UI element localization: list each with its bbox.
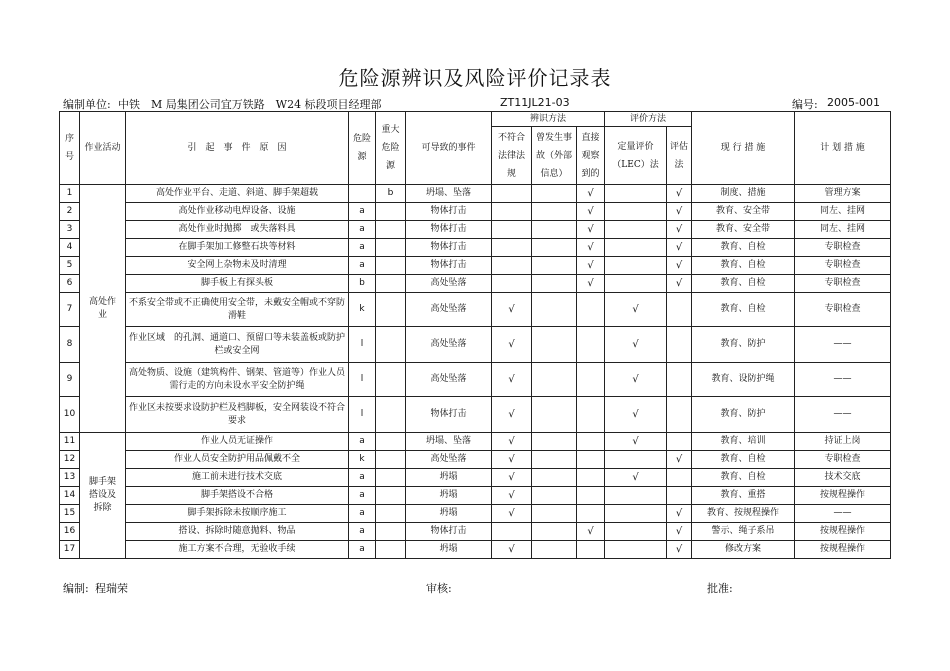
cell-measure: 教育、自检 — [692, 239, 795, 257]
cell-cause: 脚手板上有探头板 — [126, 275, 349, 293]
col-hazard: 危险源 — [349, 112, 376, 185]
cell-event: 物体打击 — [406, 239, 492, 257]
cell-hazard: a — [349, 505, 376, 523]
cell-plan: 同左、挂网 — [795, 221, 891, 239]
cell-c5: √ — [667, 523, 692, 541]
cell-measure: 教育、自检 — [692, 451, 795, 469]
cell-major — [376, 397, 406, 433]
cell-event: 坍塌、坠落 — [406, 433, 492, 451]
cell-c3 — [577, 293, 605, 327]
cell-no: 11 — [60, 433, 80, 451]
cell-c4 — [605, 257, 667, 275]
cell-major: b — [376, 185, 406, 203]
table-row — [60, 185, 891, 203]
cell-no: 4 — [60, 239, 80, 257]
cell-hazard: b — [349, 275, 376, 293]
cell-event: 高处坠落 — [406, 275, 492, 293]
cell-no: 1 — [60, 185, 80, 203]
number-value: 2005-001 — [827, 96, 880, 109]
cell-hazard: a — [349, 523, 376, 541]
cell-c3: √ — [577, 523, 605, 541]
cell-cause: 脚手架拆除未按顺序施工 — [126, 505, 349, 523]
cell-c2 — [532, 523, 577, 541]
cell-hazard: k — [349, 451, 376, 469]
cell-event: 物体打击 — [406, 523, 492, 541]
cell-plan: 专职检查 — [795, 293, 891, 327]
col-identify-observed: 直接观察到的 — [577, 127, 605, 185]
cell-plan: 管理方案 — [795, 185, 891, 203]
col-cause: 引 起 事 件 原 因 — [126, 112, 349, 185]
table-row — [60, 433, 891, 451]
cell-c5 — [667, 397, 692, 433]
cell-major — [376, 451, 406, 469]
cell-plan: 按规程操作 — [795, 541, 891, 559]
cell-event: 高处坠落 — [406, 327, 492, 363]
cell-c1 — [492, 257, 532, 275]
col-identify-law: 不符合法律法规 — [492, 127, 532, 185]
cell-cause: 施工前未进行技术交底 — [126, 469, 349, 487]
cell-no: 6 — [60, 275, 80, 293]
col-measures: 现 行 措 施 — [692, 112, 795, 185]
cell-measure: 教育、自检 — [692, 469, 795, 487]
cell-event: 物体打击 — [406, 397, 492, 433]
cell-c2 — [532, 397, 577, 433]
cell-c3 — [577, 541, 605, 559]
cell-c2 — [532, 221, 577, 239]
col-activity: 作业活动 — [80, 112, 126, 185]
cell-plan: 持证上岗 — [795, 433, 891, 451]
activity-group-cell: 脚手架搭设及拆除 — [80, 433, 126, 559]
cell-no: 13 — [60, 469, 80, 487]
cell-c5: √ — [667, 505, 692, 523]
cell-major — [376, 257, 406, 275]
cell-c3 — [577, 469, 605, 487]
cell-c3 — [577, 397, 605, 433]
cell-c5 — [667, 327, 692, 363]
cell-c2 — [532, 541, 577, 559]
cell-hazard: a — [349, 541, 376, 559]
cell-measure: 教育、自检 — [692, 293, 795, 327]
cell-no: 14 — [60, 487, 80, 505]
cell-measure: 教育、安全带 — [692, 203, 795, 221]
cell-no: 7 — [60, 293, 80, 327]
cell-c5 — [667, 487, 692, 505]
cell-no: 2 — [60, 203, 80, 221]
cell-c4 — [605, 221, 667, 239]
cell-major — [376, 363, 406, 397]
cell-hazard: a — [349, 203, 376, 221]
cell-c5 — [667, 433, 692, 451]
cell-c5: √ — [667, 451, 692, 469]
col-identify-group: 辨识方法 — [492, 112, 605, 127]
cell-c5: √ — [667, 239, 692, 257]
cell-measure: 教育、设防护绳 — [692, 363, 795, 397]
cell-major — [376, 221, 406, 239]
cell-c3: √ — [577, 185, 605, 203]
cell-c5: √ — [667, 257, 692, 275]
cell-c5: √ — [667, 541, 692, 559]
cell-c4: √ — [605, 397, 667, 433]
cell-c5 — [667, 363, 692, 397]
cell-c2 — [532, 451, 577, 469]
table-row — [60, 487, 891, 505]
unit-label: 编制单位: — [63, 98, 111, 111]
review-label: 审核: — [426, 582, 452, 595]
activity-group-cell: 高处作业 — [80, 185, 126, 433]
cell-measure: 教育、防护 — [692, 397, 795, 433]
cell-measure: 教育、安全带 — [692, 221, 795, 239]
cell-c4 — [605, 505, 667, 523]
cell-cause: 在脚手架加工修整石块等材料 — [126, 239, 349, 257]
cell-event: 高处坠落 — [406, 363, 492, 397]
cell-cause: 高处物质、设施（建筑构件、钢架、管道等）作业人员需行走的方向未设水平安全防护绳 — [126, 363, 349, 397]
cell-plan: 专职检查 — [795, 275, 891, 293]
cell-hazard: a — [349, 487, 376, 505]
cell-event: 坍塌、坠落 — [406, 185, 492, 203]
cell-c2 — [532, 257, 577, 275]
cell-plan: 专职检查 — [795, 451, 891, 469]
cell-hazard: a — [349, 221, 376, 239]
cell-event: 坍塌 — [406, 505, 492, 523]
cell-cause: 搭设、拆除时随意抛料、物品 — [126, 523, 349, 541]
cell-event: 坍塌 — [406, 487, 492, 505]
table-row — [60, 293, 891, 327]
col-eval-assess: 评估法 — [667, 127, 692, 185]
cell-c1 — [492, 239, 532, 257]
cell-c5: √ — [667, 185, 692, 203]
cell-hazard: a — [349, 239, 376, 257]
cell-hazard: k — [349, 293, 376, 327]
cell-measure: 教育、自检 — [692, 275, 795, 293]
cell-plan: —— — [795, 363, 891, 397]
col-major: 重大危险源 — [376, 112, 406, 185]
cell-cause: 不系安全带或不正确使用安全带，未戴安全帽或不穿防滑鞋 — [126, 293, 349, 327]
cell-cause: 作业区未按要求设防护栏及档脚板，安全网装设不符合要求 — [126, 397, 349, 433]
cell-measure: 教育、培训 — [692, 433, 795, 451]
cell-c2 — [532, 185, 577, 203]
cell-c2 — [532, 275, 577, 293]
cell-c1: √ — [492, 433, 532, 451]
cell-c3: √ — [577, 239, 605, 257]
cell-c1: √ — [492, 505, 532, 523]
cell-cause: 高处作业时抛掷 或失落料具 — [126, 221, 349, 239]
cell-plan: —— — [795, 505, 891, 523]
cell-major — [376, 487, 406, 505]
cell-c2 — [532, 433, 577, 451]
cell-major — [376, 541, 406, 559]
col-eval-lec: 定量评价（LEC）法 — [605, 127, 667, 185]
cell-c3: √ — [577, 257, 605, 275]
cell-cause: 安全网上杂物未及时清理 — [126, 257, 349, 275]
cell-c5: √ — [667, 221, 692, 239]
cell-measure: 教育、自检 — [692, 257, 795, 275]
approve-label: 批准: — [707, 582, 733, 595]
cell-measure: 教育、重搭 — [692, 487, 795, 505]
col-event: 可导致的事件 — [406, 112, 492, 185]
cell-c3 — [577, 487, 605, 505]
table-row — [60, 451, 891, 469]
author-value: 程瑞荣 — [95, 582, 128, 595]
number-label: 编号: — [792, 98, 818, 111]
cell-major — [376, 203, 406, 221]
cell-c1: √ — [492, 451, 532, 469]
cell-no: 10 — [60, 397, 80, 433]
table-row — [60, 523, 891, 541]
table-row — [60, 239, 891, 257]
cell-cause: 脚手架搭设不合格 — [126, 487, 349, 505]
cell-plan: 按规程操作 — [795, 523, 891, 541]
cell-c5 — [667, 469, 692, 487]
cell-c1: √ — [492, 487, 532, 505]
cell-cause: 作业区域 的孔洞、通道口、预留口等未装盖板或防护栏或安全网 — [126, 327, 349, 363]
risk-table — [59, 111, 891, 559]
cell-c4 — [605, 275, 667, 293]
table-row — [60, 275, 891, 293]
cell-c4 — [605, 523, 667, 541]
cell-c1 — [492, 523, 532, 541]
table-row — [60, 397, 891, 433]
cell-c4 — [605, 203, 667, 221]
cell-major — [376, 275, 406, 293]
cell-c3 — [577, 327, 605, 363]
cell-c5 — [667, 293, 692, 327]
col-eval-group: 评价方法 — [605, 112, 692, 127]
cell-hazard: a — [349, 433, 376, 451]
cell-c2 — [532, 487, 577, 505]
cell-plan: 专职检查 — [795, 239, 891, 257]
cell-hazard: l — [349, 397, 376, 433]
page-title: 危险源辨识及风险评价记录表 — [338, 66, 612, 90]
cell-c1 — [492, 185, 532, 203]
cell-c2 — [532, 239, 577, 257]
cell-c4 — [605, 541, 667, 559]
cell-c1 — [492, 203, 532, 221]
cell-cause: 高处作业平台、走道、斜道、脚手架超载 — [126, 185, 349, 203]
cell-c4: √ — [605, 327, 667, 363]
cell-c3 — [577, 433, 605, 451]
cell-c1: √ — [492, 293, 532, 327]
cell-c2 — [532, 363, 577, 397]
cell-plan: 专职检查 — [795, 257, 891, 275]
cell-major — [376, 469, 406, 487]
cell-no: 3 — [60, 221, 80, 239]
table-row — [60, 363, 891, 397]
table-row — [60, 257, 891, 275]
cell-cause: 高处作业移动电焊设备、设施 — [126, 203, 349, 221]
cell-c3 — [577, 505, 605, 523]
cell-major — [376, 293, 406, 327]
cell-cause: 作业人员安全防护用品佩戴不全 — [126, 451, 349, 469]
cell-no: 5 — [60, 257, 80, 275]
author-label: 编制: — [63, 582, 89, 595]
cell-c2 — [532, 505, 577, 523]
cell-c3 — [577, 451, 605, 469]
table-row — [60, 541, 891, 559]
cell-c4: √ — [605, 293, 667, 327]
cell-plan: 按规程操作 — [795, 487, 891, 505]
cell-event: 物体打击 — [406, 203, 492, 221]
cell-c4 — [605, 487, 667, 505]
cell-c4: √ — [605, 469, 667, 487]
cell-c1: √ — [492, 327, 532, 363]
table-row — [60, 505, 891, 523]
cell-no: 15 — [60, 505, 80, 523]
cell-no: 8 — [60, 327, 80, 363]
cell-plan: —— — [795, 397, 891, 433]
cell-c1: √ — [492, 541, 532, 559]
cell-c1 — [492, 221, 532, 239]
cell-c2 — [532, 469, 577, 487]
cell-c4: √ — [605, 433, 667, 451]
cell-event: 坍塌 — [406, 541, 492, 559]
cell-c1: √ — [492, 469, 532, 487]
cell-c2 — [532, 293, 577, 327]
cell-measure: 制度、措施 — [692, 185, 795, 203]
cell-event: 坍塌 — [406, 469, 492, 487]
cell-hazard: l — [349, 327, 376, 363]
cell-c1 — [492, 275, 532, 293]
cell-measure: 教育、按规程操作 — [692, 505, 795, 523]
cell-no: 12 — [60, 451, 80, 469]
cell-c1: √ — [492, 397, 532, 433]
cell-c5: √ — [667, 203, 692, 221]
cell-c4 — [605, 451, 667, 469]
cell-no: 16 — [60, 523, 80, 541]
cell-plan: 技术交底 — [795, 469, 891, 487]
cell-measure: 教育、防护 — [692, 327, 795, 363]
cell-hazard: a — [349, 257, 376, 275]
cell-measure: 警示、绳子系吊 — [692, 523, 795, 541]
col-seq: 序号 — [60, 112, 80, 185]
cell-c2 — [532, 203, 577, 221]
cell-no: 9 — [60, 363, 80, 397]
unit-value: 中铁 M 局集团公司宜万铁路 W24 标段项目经理部 — [118, 98, 382, 111]
cell-c2 — [532, 327, 577, 363]
cell-hazard: a — [349, 469, 376, 487]
cell-event: 高处坠落 — [406, 293, 492, 327]
cell-c5: √ — [667, 275, 692, 293]
cell-plan: —— — [795, 327, 891, 363]
table-row — [60, 469, 891, 487]
cell-cause: 施工方案不合理，无验收手续 — [126, 541, 349, 559]
cell-c4: √ — [605, 363, 667, 397]
cell-c3 — [577, 363, 605, 397]
cell-no: 17 — [60, 541, 80, 559]
col-plan: 计 划 措 施 — [795, 112, 891, 185]
cell-c4 — [605, 239, 667, 257]
table-row — [60, 221, 891, 239]
cell-event: 物体打击 — [406, 257, 492, 275]
cell-hazard — [349, 185, 376, 203]
cell-major — [376, 433, 406, 451]
cell-cause: 作业人员无证操作 — [126, 433, 349, 451]
cell-major — [376, 505, 406, 523]
cell-major — [376, 239, 406, 257]
doc-code: ZT11JL21-03 — [500, 96, 570, 109]
col-identify-accident: 曾发生事故（外部信息） — [532, 127, 577, 185]
cell-c4 — [605, 185, 667, 203]
cell-event: 物体打击 — [406, 221, 492, 239]
cell-major — [376, 327, 406, 363]
cell-hazard: l — [349, 363, 376, 397]
table-row — [60, 327, 891, 363]
cell-c1: √ — [492, 363, 532, 397]
cell-c3: √ — [577, 275, 605, 293]
cell-plan: 同左、挂网 — [795, 203, 891, 221]
cell-c3: √ — [577, 221, 605, 239]
cell-measure: 修改方案 — [692, 541, 795, 559]
cell-major — [376, 523, 406, 541]
cell-event: 高处坠落 — [406, 451, 492, 469]
cell-c3: √ — [577, 203, 605, 221]
table-row — [60, 203, 891, 221]
